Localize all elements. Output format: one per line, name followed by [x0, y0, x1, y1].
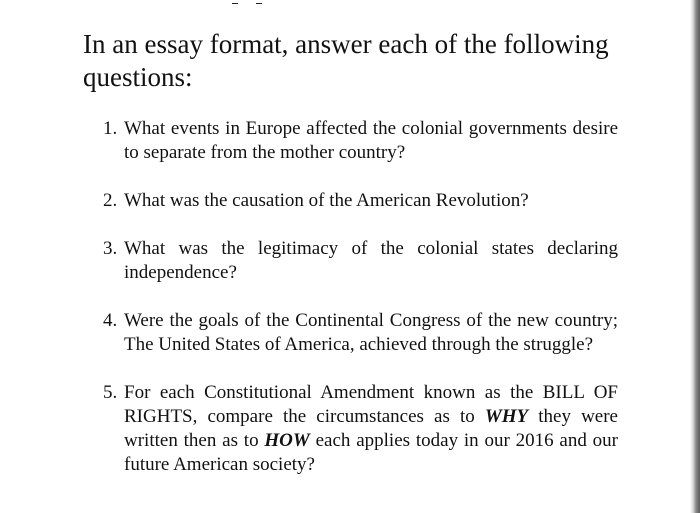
question-text-part: they were written then as to: [124, 406, 618, 451]
question-item-3: [103, 237, 618, 285]
question-number: 2.: [103, 190, 118, 211]
cut-off-text-fragment: [232, 0, 292, 4]
question-text: [124, 382, 618, 475]
question-text-part: For each Constitutional Amendment known as the BILL OF RIGHTS, compare the circumstances as to: [124, 382, 618, 427]
question-list: [103, 117, 618, 501]
question-number: 4.: [103, 310, 118, 331]
question-text: What was the legitimacy of the colonial states declaring independence?: [124, 238, 618, 283]
question-text-part: each applies today in our 2016 and our future American society?: [124, 430, 618, 475]
instructions-heading: In an essay format, answer each of the following questions:: [83, 29, 609, 92]
question-number: 1.: [103, 118, 118, 139]
question-item-2: [103, 189, 618, 213]
question-number: 3.: [103, 238, 118, 259]
question-item-5: [103, 381, 618, 477]
question-number: 5.: [103, 382, 118, 403]
question-text: What was the causation of the American Revolution?: [124, 190, 529, 211]
question-text: What events in Europe affected the colonial governments desire to separate from the mother country?: [124, 118, 618, 163]
page-edge-shadow: [690, 0, 700, 513]
emphasis-why: WHY: [484, 406, 529, 427]
question-text: Were the goals of the Continental Congress of the new country; The United States of America, achieved through the struggle?: [124, 310, 618, 355]
question-item-1: [103, 117, 618, 165]
emphasis-how: HOW: [264, 430, 310, 451]
question-item-4: [103, 309, 618, 357]
